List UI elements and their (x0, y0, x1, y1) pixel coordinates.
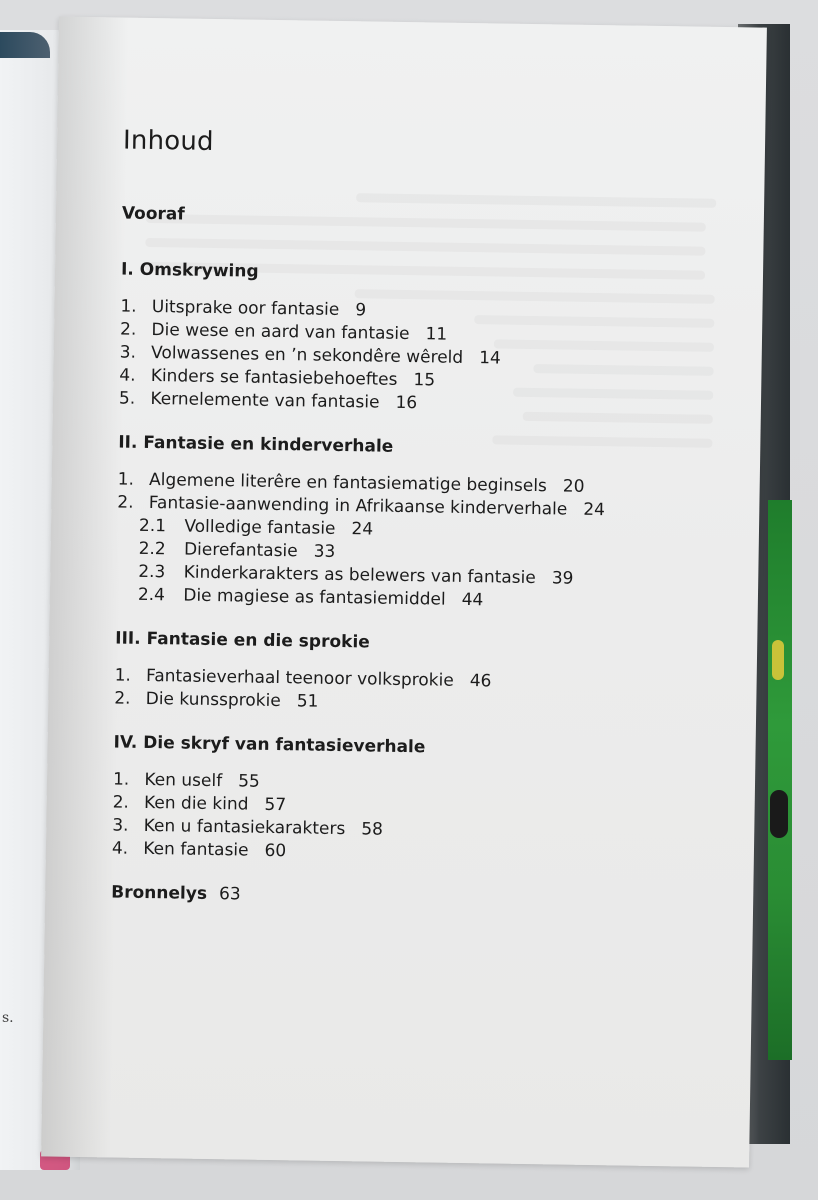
toc-entry: 2. Ken die kind 57 (112, 792, 287, 816)
page-number: 33 (313, 541, 336, 562)
toc-entry: 2. Die wese en aard van fantasie 11 (119, 319, 448, 345)
toc-entry: 1. Uitsprake oor fantasie 9 (120, 296, 367, 321)
section-heading: II. Fantasie en kinderverhale (118, 432, 394, 457)
right-page (41, 17, 767, 1168)
page-number: 57 (264, 794, 287, 816)
toc-subentry: 2.1 Volledige fantasie 24 (138, 515, 374, 540)
page-number: 20 (562, 476, 585, 497)
toc-section-vooraf (122, 204, 742, 234)
section-heading: Vooraf (121, 203, 185, 225)
cover-illustration-edge (768, 500, 792, 1060)
page-number: 14 (478, 348, 501, 369)
toc-entry: 3. Volwassenes en ’n sekondêre wêreld 14 (119, 342, 501, 369)
toc-list (116, 468, 738, 616)
page-number: 9 (355, 300, 367, 321)
page-number: 39 (551, 568, 574, 589)
page-number: 58 (361, 819, 384, 840)
left-page-text-fragment: s. (2, 1010, 14, 1026)
toc-section-3 (114, 628, 735, 720)
toc-entry: 1. Algemene literêre en fantasiematige beginsels 20 (117, 469, 585, 497)
toc-subentry: 2.3 Kinderkarakters as belewers van fantasie 39 (138, 561, 574, 589)
page-title: Inhoud (122, 125, 214, 157)
toc-entry: 3. Ken u fantasiekarakters 58 (112, 815, 384, 840)
page-number: 44 (461, 589, 484, 611)
toc-entry: 4. Kinders se fantasiebehoeftes 15 (119, 365, 436, 391)
toc-entry: 5. Kernelemente van fantasie 16 (118, 388, 418, 414)
toc-list (114, 664, 735, 720)
page-number: 24 (351, 519, 374, 540)
cover-illustration-detail (772, 640, 784, 680)
page-number: 16 (395, 392, 418, 414)
toc-list (112, 768, 733, 870)
toc-entry: 1. Fantasieverhaal teenoor volksprokie 46 (114, 665, 492, 692)
section-heading: Bronnelys 63 (111, 882, 241, 905)
toc-subentry: 2.4 Die magiese as fantasiemiddel 44 (137, 584, 484, 611)
page-number: 60 (264, 840, 287, 862)
toc-entry: 2. Die kunssprokie 51 (114, 688, 319, 712)
page-number: 46 (469, 671, 492, 692)
page-number: 24 (583, 499, 606, 521)
toc-section-4 (112, 732, 734, 870)
toc-entry: 2. Fantasie-aanwending in Afrikaanse kinderverhale 24 (117, 492, 606, 521)
section-heading: IV. Die skryf van fantasieverhale (113, 732, 426, 758)
table-of-contents (111, 126, 743, 929)
toc-subentry: 2.2 Dierefantasie 33 (138, 538, 336, 562)
toc-entry: 1. Ken uself 55 (112, 769, 260, 792)
toc-section-2 (116, 432, 739, 616)
toc-entry: 4. Ken fantasie 60 (111, 838, 287, 862)
toc-section-1 (119, 260, 741, 421)
toc-section-bronnelys (111, 882, 731, 912)
page-number: 51 (296, 691, 319, 712)
page-number: 55 (238, 771, 260, 792)
section-heading: I. Omskrywing (120, 259, 259, 282)
page-number: 11 (425, 324, 448, 345)
toc-list (119, 296, 741, 421)
cover-illustration-eye (770, 790, 788, 838)
page-number: 15 (413, 370, 436, 391)
left-cover-corner (0, 32, 50, 58)
page-number: 63 (218, 884, 241, 905)
section-heading: III. Fantasie en die sprokie (115, 628, 370, 653)
